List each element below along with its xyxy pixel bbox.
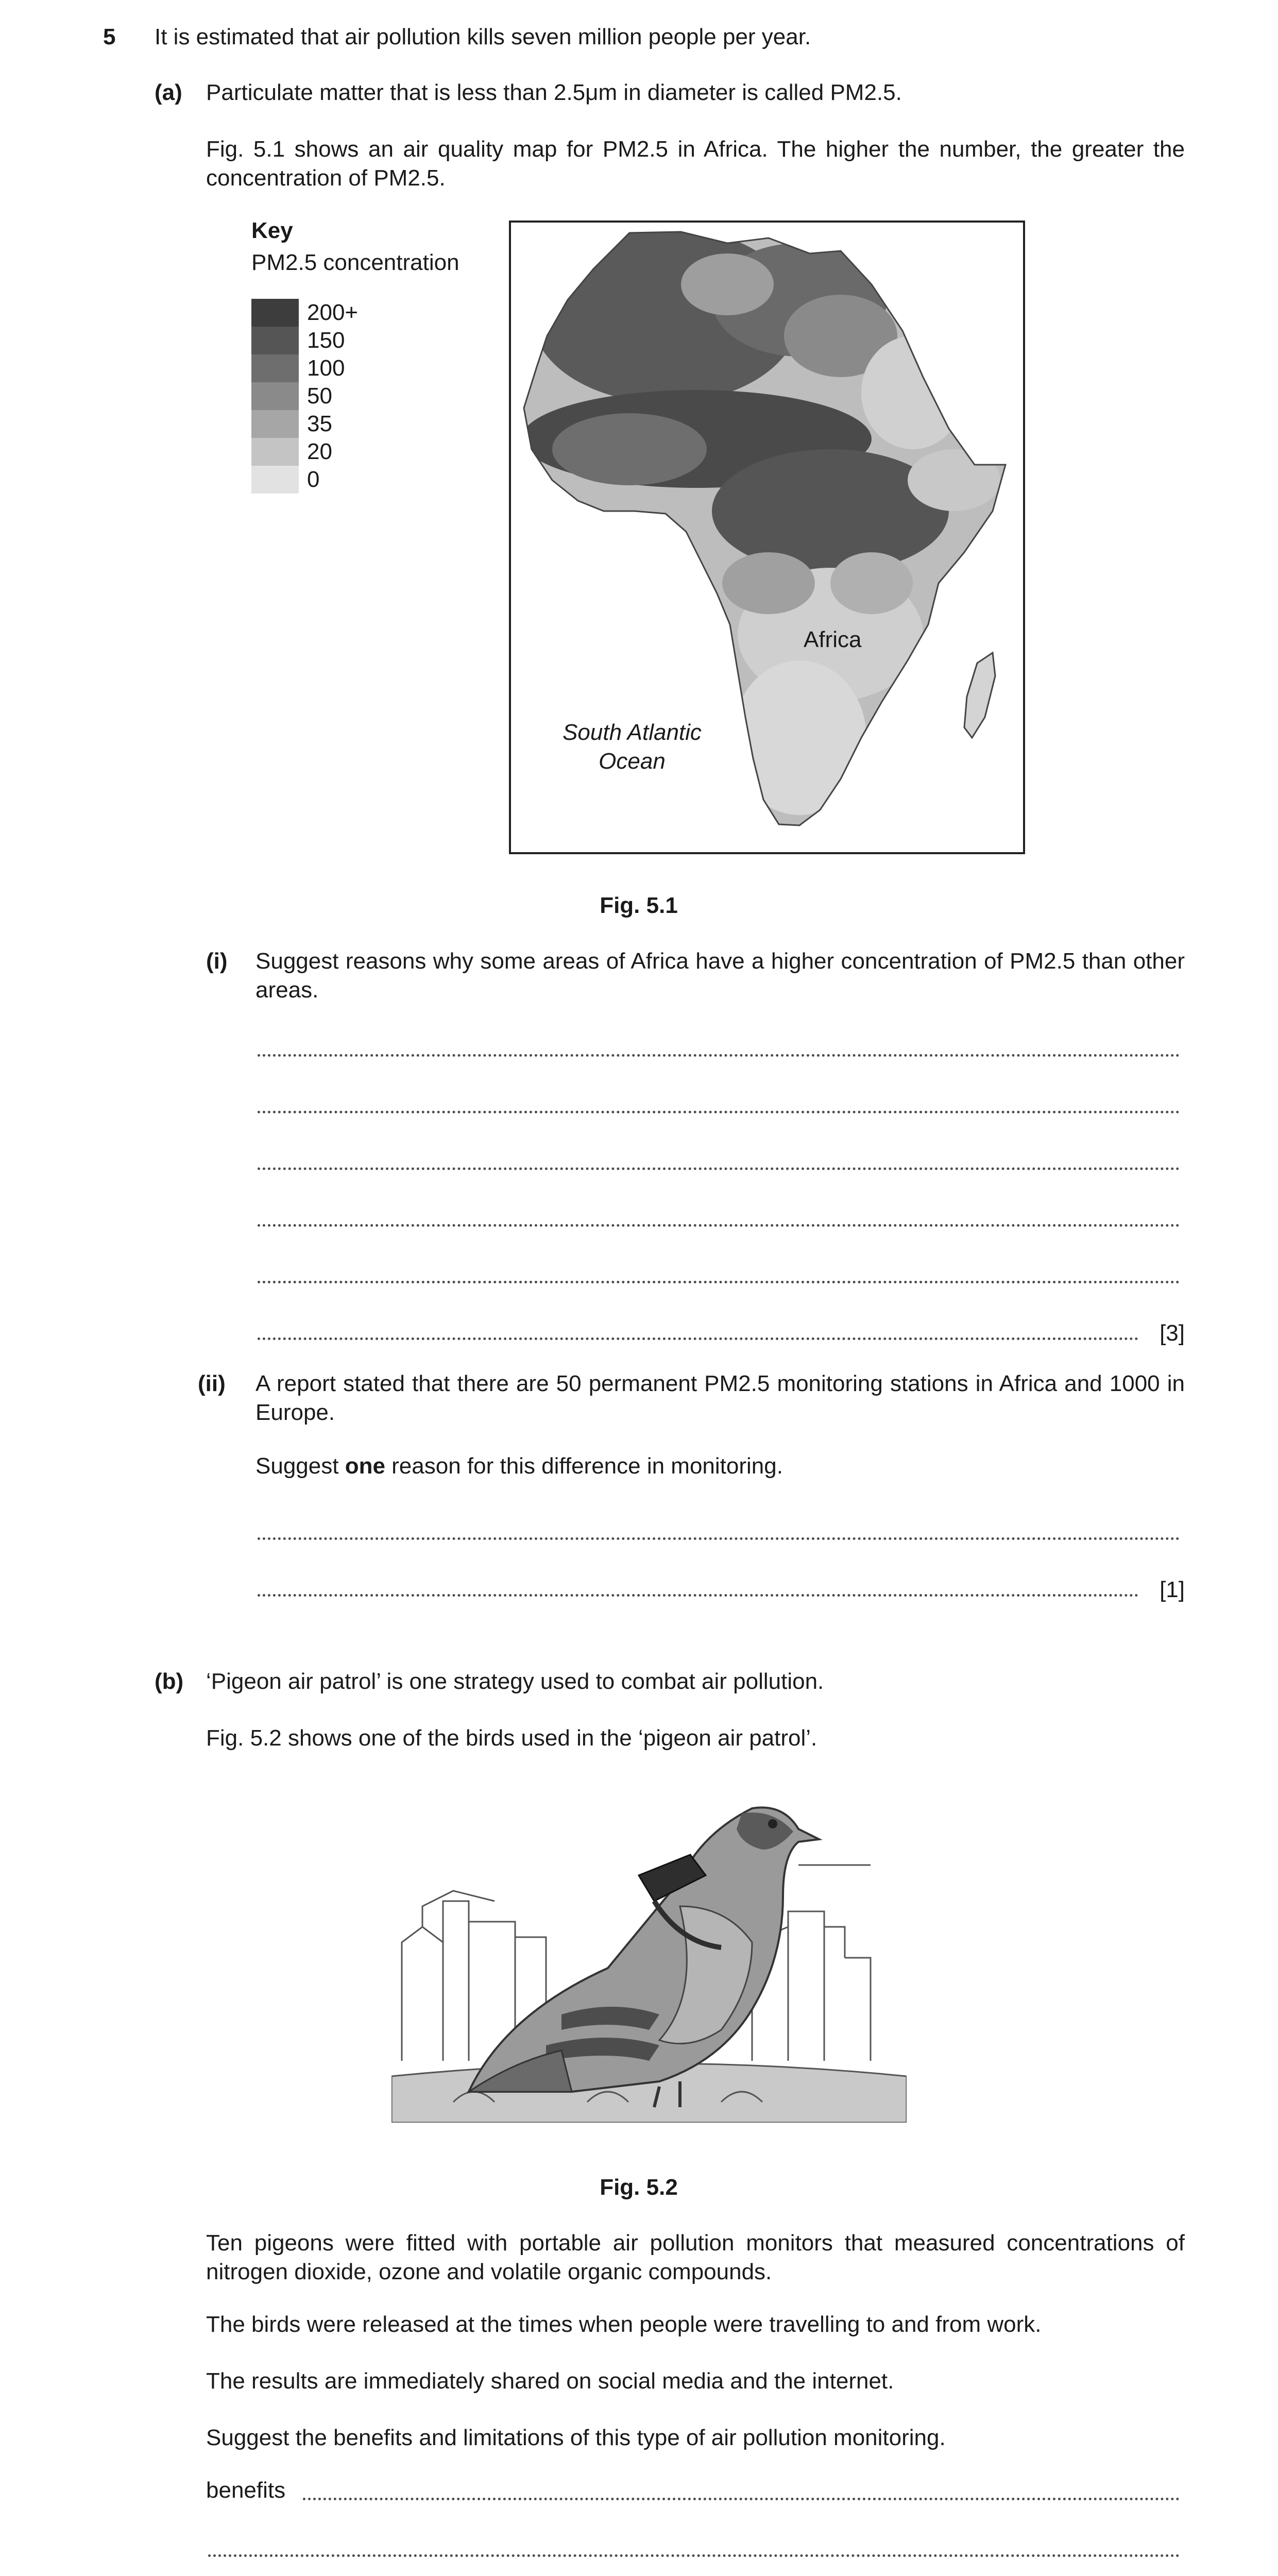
key-swatch-35 (251, 410, 299, 438)
part-a-text: Particulate matter that is less than 2.5μm in diameter is called PM2.5. (206, 80, 902, 105)
key-swatch-150 (251, 327, 299, 354)
answer-line[interactable] (258, 1224, 1180, 1227)
part-a-i-label: (i) (206, 948, 228, 974)
key-label-50: 50 (307, 383, 332, 409)
key-swatch-20 (251, 438, 299, 466)
part-b-para2: The birds were released at the times when people were travelling to and from work. (206, 2312, 1042, 2337)
key-label-20: 20 (307, 439, 332, 464)
part-b-para3: The results are immediately shared on social media and the internet. (206, 2368, 894, 2394)
answer-line[interactable] (258, 1111, 1180, 1113)
part-a-ii-label: (ii) (198, 1371, 226, 1396)
key-label-0: 0 (307, 467, 320, 492)
key-label-200: 200+ (307, 300, 359, 325)
part-b-intro: ‘Pigeon air patrol’ is one strategy used to combat air pollution. (206, 1669, 824, 1694)
marks-a-ii: [1] (1160, 1577, 1185, 1602)
key-label-100: 100 (307, 355, 345, 381)
map-label-ocean-line2: Ocean (599, 749, 666, 774)
fig-5-2-caption: Fig. 5.2 (600, 2175, 678, 2200)
fig-5-2-intro: Fig. 5.2 shows one of the birds used in the ‘pigeon air patrol’. (206, 1725, 817, 1751)
part-b-para4: Suggest the benefits and limitations of this type of air pollution monitoring. (206, 2425, 946, 2450)
answer-line[interactable] (208, 2554, 1180, 2557)
answer-line[interactable] (258, 1594, 1138, 1597)
part-b-label: (b) (155, 1669, 184, 1694)
answer-line[interactable] (258, 1337, 1138, 1340)
key-swatch-100 (251, 354, 299, 382)
key-label-150: 150 (307, 328, 345, 353)
africa-map-frame (509, 221, 1025, 854)
part-b-para1: Ten pigeons were fitted with portable air pollution monitors that measured concentrations of nitrogen dioxide, ozone and volatile organic compounds. (206, 2230, 1185, 2284)
answer-line[interactable] (258, 1167, 1180, 1170)
key-subtitle: PM2.5 concentration (251, 250, 459, 275)
answer-line[interactable] (258, 1054, 1180, 1057)
key-title: Key (251, 218, 293, 243)
answer-line[interactable] (258, 1537, 1180, 1540)
fig-5-1-intro: Fig. 5.1 shows an air quality map for PM2.5 in Africa. The higher the number, the greater the concentration of PM2.5. (206, 137, 1185, 191)
key-label-35: 35 (307, 411, 332, 436)
pigeon-bird (469, 1807, 819, 2107)
fig-5-1-caption: Fig. 5.1 (600, 893, 678, 918)
benefits-label: benefits (206, 2478, 286, 2503)
key-swatch-200 (251, 299, 299, 327)
part-a-i-text: Suggest reasons why some areas of Africa have a higher concentration of PM2.5 than other areas. (255, 948, 1185, 1003)
question-intro: It is estimated that air pollution kills seven million people per year. (155, 24, 811, 49)
part-a-ii-prompt: Suggest one reason for this difference in monitoring. (255, 1453, 783, 1479)
madagascar-island (964, 653, 995, 738)
key-swatch-50 (251, 382, 299, 410)
map-label-ocean-line1: South Atlantic (563, 720, 702, 745)
pigeon-illustration (391, 1772, 907, 2123)
map-label-africa: Africa (804, 627, 862, 652)
question-number: 5 (103, 24, 116, 49)
answer-line[interactable] (303, 2498, 1180, 2500)
marks-a-i: [3] (1160, 1320, 1185, 1346)
answer-line[interactable] (258, 1281, 1180, 1283)
part-a-ii-text: A report stated that there are 50 permanent PM2.5 monitoring stations in Africa and 1000 in Europe. (255, 1371, 1185, 1425)
part-a-label: (a) (155, 80, 182, 105)
key-swatch-0 (251, 466, 299, 494)
